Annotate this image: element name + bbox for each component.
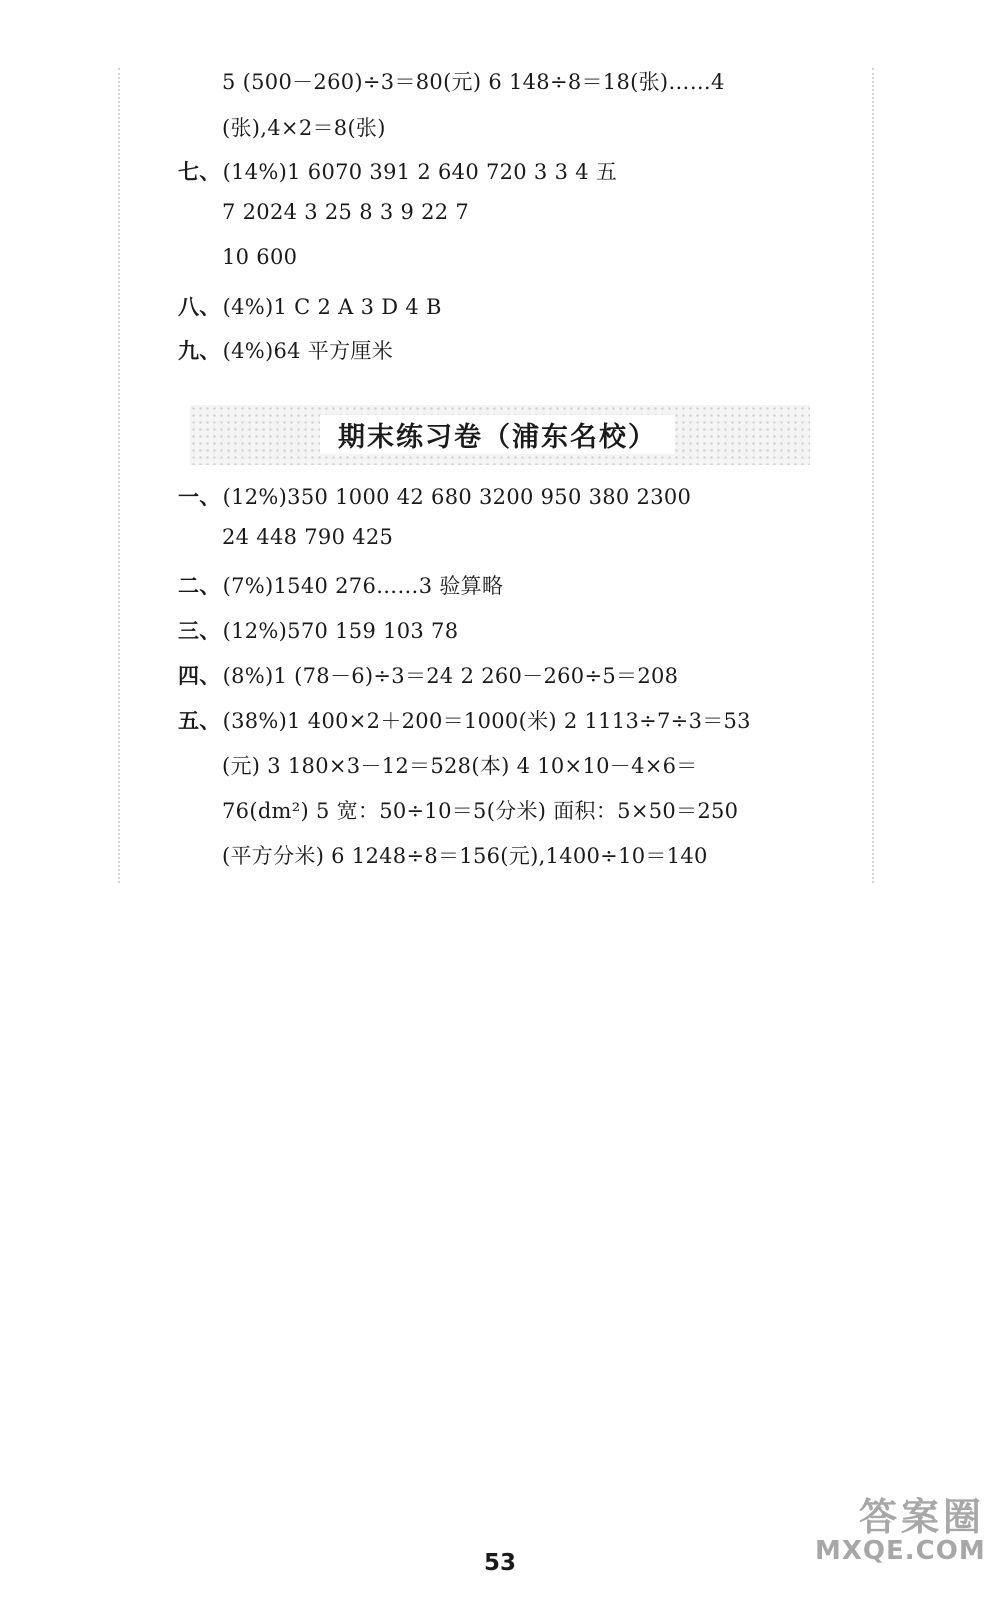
section-answers: (12%)350 1000 42 680 3200 950 380 2300 (222, 485, 692, 509)
section-answers: (7%)1540 276……3 验算略 (222, 574, 504, 598)
section-label: 二、 (178, 573, 221, 598)
section-answers: (4%)64 平方厘米 (222, 339, 394, 363)
section-2 (178, 570, 503, 600)
section-answers: (12%)570 159 103 78 (222, 619, 459, 643)
answer-line: (张),4×2＝8(张) (222, 116, 386, 140)
watermark-cn: 答案圈 (858, 1495, 985, 1539)
answer-line: (元) 3 180×3－12＝528(本) 4 10×10－4×6＝ (222, 754, 698, 778)
section-1 (178, 481, 691, 511)
answer-line: 7 2024 3 25 8 3 9 22 7 (222, 200, 470, 224)
section-7 (178, 156, 617, 186)
page-number: 53 (483, 1550, 516, 1576)
section-label: 五、 (178, 708, 221, 733)
section-label: 七、 (178, 159, 221, 184)
section-9 (178, 335, 393, 365)
answer-line: (平方分米) 6 1248÷8＝156(元),1400÷10＝140 (222, 844, 708, 868)
exam-title: 期末练习卷（浦东名校） (320, 415, 675, 454)
section-label: 九、 (178, 338, 221, 363)
section-label: 三、 (178, 618, 221, 643)
section-answers: (4%)1 C 2 A 3 D 4 B (222, 295, 442, 319)
watermark-en: MXQE.COM (815, 1535, 986, 1566)
section-label: 四、 (178, 663, 221, 688)
answer-line: 5 (500－260)÷3＝80(元) 6 148÷8＝18(张)……4 (222, 70, 725, 94)
section-3 (178, 615, 458, 645)
answer-line: 24 448 790 425 (222, 525, 394, 549)
right-dotted-rule (872, 68, 874, 883)
site-watermark (815, 1495, 986, 1566)
section-answers: (14%)1 6070 391 2 640 720 3 3 4 五 (222, 160, 618, 184)
section-answers: (8%)1 (78－6)÷3＝24 2 260－260÷5＝208 (222, 664, 679, 688)
section-answers: (38%)1 400×2＋200＝1000(米) 2 1113÷7÷3＝53 (222, 709, 751, 733)
section-4 (178, 660, 678, 690)
answer-line: 76(dm²) 5 宽：50÷10＝5(分米) 面积：5×50＝250 (222, 799, 739, 823)
section-label: 八、 (178, 294, 221, 319)
section-8 (178, 291, 442, 321)
section-5 (178, 705, 751, 735)
answer-line: 10 600 (222, 245, 298, 269)
left-dotted-rule (118, 68, 120, 883)
section-label: 一、 (178, 484, 221, 509)
